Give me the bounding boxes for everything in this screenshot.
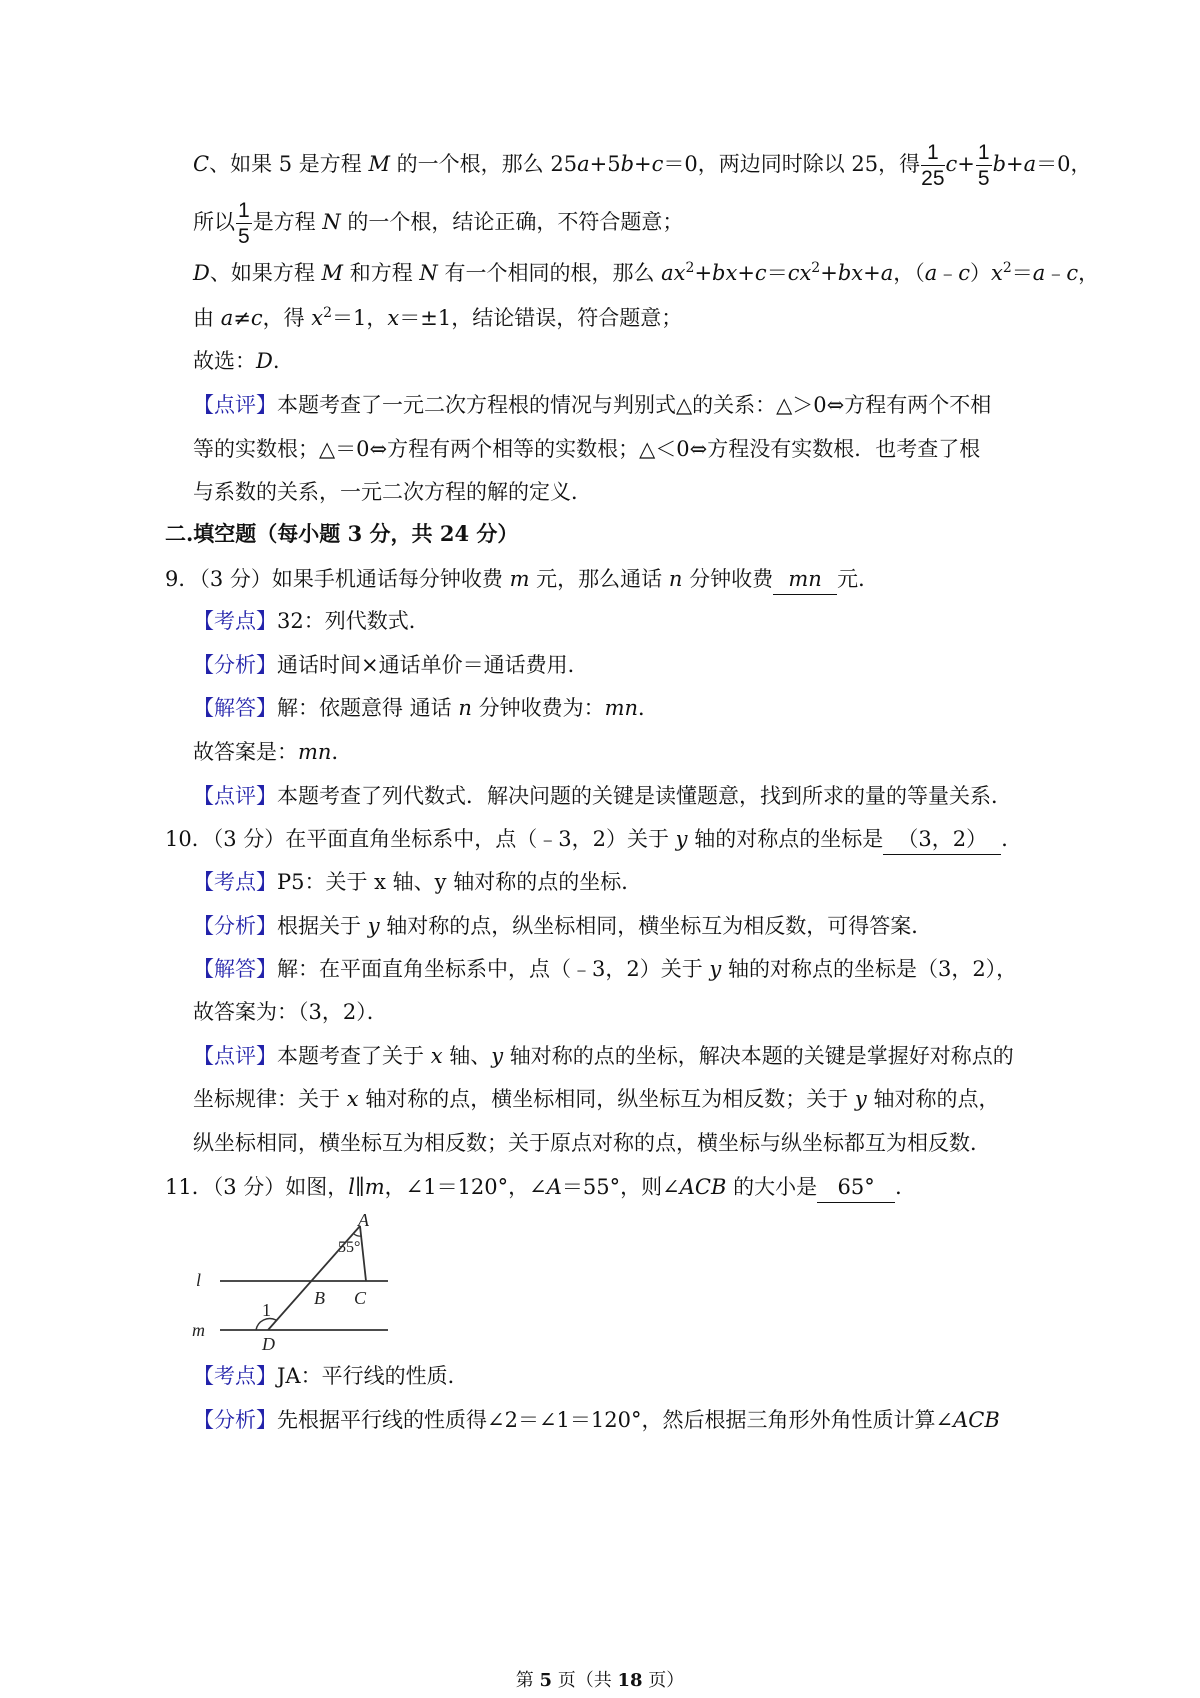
text: 页） (642, 1670, 685, 1691)
text: 分钟收费 (682, 567, 774, 591)
var: N (322, 210, 341, 234)
text: ，∠1＝120°，∠ (384, 1175, 547, 1199)
exponent: 2 (323, 305, 333, 321)
text: 本题考查了关于 (277, 1044, 431, 1068)
text: 轴的对称点的坐标是 (687, 827, 884, 851)
expr: ax (661, 261, 686, 285)
q11-kaodian (193, 1361, 469, 1391)
text: ﹣ (1045, 261, 1067, 285)
label-d: D (262, 1334, 275, 1352)
text: 和方程 (343, 261, 420, 285)
text: 轴对称的点， (866, 1087, 1000, 1111)
text: 解：依题意得 通话 (277, 696, 459, 720)
solution-d-line2 (193, 303, 682, 333)
text: +5 (589, 152, 621, 176)
text: ，（ (893, 261, 925, 285)
text: 11．（3 分）如图， (165, 1175, 349, 1199)
kaodian-tag: 【考点】 (193, 1364, 277, 1388)
option-label: D (193, 261, 210, 285)
geometry-figure (188, 1212, 418, 1352)
page-total: 18 (617, 1670, 643, 1691)
text: 32：列代数式． (277, 609, 430, 633)
text: ， (1078, 261, 1100, 285)
text: 纵坐标相同，横坐标互为相反数；关于原点对称的点，横坐标与纵坐标都互为相反数． (193, 1131, 991, 1155)
numerator: 1 (977, 141, 990, 164)
answer-blank: mn (773, 564, 837, 595)
fraction-1-5 (236, 200, 252, 247)
exponent: 2 (1002, 260, 1012, 276)
text: 等的实数根；△＝0⇔方程有两个相等的实数根；△＜0⇔方程没有实数根．也考查了根 (193, 437, 981, 461)
var: c (1066, 261, 1079, 285)
exponent: 2 (685, 260, 695, 276)
text: P5：关于 x 轴、y 轴对称的点的坐标． (277, 870, 643, 894)
fenxi-tag: 【分析】 (193, 653, 277, 677)
q9-final (193, 737, 352, 767)
text: 、如果 5 是方程 (209, 152, 369, 176)
var: n (668, 567, 683, 591)
text: 轴的对称点的坐标是（3，2）， (721, 957, 1018, 981)
answer-blank: 65° (817, 1172, 895, 1203)
text: 坐标规律：关于 (193, 1087, 347, 1111)
denominator: 5 (238, 225, 250, 248)
var: ACB (953, 1408, 1000, 1432)
text: 故答案是： (193, 740, 298, 764)
text: 10．（3 分）在平面直角坐标系中，点（﹣3，2）关于 (165, 827, 676, 851)
label-1: 1 (262, 1300, 271, 1320)
var: M (368, 152, 390, 176)
q10-stem (165, 824, 1022, 855)
option-label: C (193, 152, 210, 176)
q8-comment-line2 (193, 434, 980, 464)
denominator: 25 (921, 167, 945, 190)
label-c: C (354, 1288, 367, 1308)
text: 轴对称的点，横坐标相同，纵坐标互为相反数；关于 (358, 1087, 855, 1111)
text: 由 (193, 306, 221, 330)
var: m (364, 1175, 385, 1199)
text: ＝55°，则∠ (561, 1175, 680, 1199)
var: mn (604, 696, 639, 720)
text: 元． (837, 567, 880, 591)
var: a (924, 261, 938, 285)
expr: +bx+a (820, 261, 894, 285)
text: + (634, 152, 652, 176)
var: y (854, 1087, 867, 1111)
q10-comment-line2 (193, 1084, 999, 1114)
var: c (250, 306, 263, 330)
text: ﹣ (937, 261, 959, 285)
q10-fenxi (193, 911, 932, 941)
var: c (958, 261, 971, 285)
var: A (546, 1175, 562, 1199)
text: 页（共 (552, 1670, 618, 1691)
comment-tag: 【点评】 (193, 393, 277, 417)
var: a (220, 306, 234, 330)
q10-comment-line3 (193, 1128, 991, 1158)
text: 有一个相同的根，那么 (437, 261, 662, 285)
text: 轴对称的点的坐标，解决本题的关键是掌握好对称点的 (503, 1044, 1014, 1068)
label-m: m (192, 1320, 205, 1340)
text: ． (638, 696, 660, 720)
text: JA：平行线的性质． (277, 1364, 469, 1388)
jieda-tag: 【解答】 (193, 957, 277, 981)
q10-jieda (193, 954, 1017, 984)
text: 是方程 (252, 210, 323, 234)
var: y (675, 827, 688, 851)
expr: +bx+c (694, 261, 767, 285)
kaodian-tag: 【考点】 (193, 870, 277, 894)
label-a: A (358, 1212, 369, 1230)
text: ＝ (766, 261, 788, 285)
text: 与系数的关系，一元二次方程的解的定义． (193, 480, 592, 504)
var: n (458, 696, 472, 720)
text: ，得 (262, 306, 312, 330)
denominator: 5 (977, 167, 990, 190)
text: ＝0， (1036, 152, 1092, 176)
text: 的大小是 (726, 1175, 818, 1199)
text: ． (895, 1175, 917, 1199)
text: 、如果方程 (209, 261, 322, 285)
numerator: 1 (921, 142, 944, 166)
var: y (709, 957, 722, 981)
var: b (992, 152, 1007, 176)
q8-comment-line1 (193, 390, 991, 420)
answer-blank: （3，2） (883, 824, 1001, 855)
page-footer (0, 1666, 1200, 1692)
var: mn (298, 740, 332, 764)
var: y (367, 914, 380, 938)
text: 的一个根，那么 25 (389, 152, 578, 176)
page-number: 5 (539, 1670, 552, 1691)
q8-choice (193, 346, 280, 376)
var: ACB (679, 1175, 727, 1199)
var: N (419, 261, 438, 285)
segment-ac (360, 1226, 366, 1281)
q8-comment-line3 (193, 477, 592, 507)
text: 轴、 (442, 1044, 492, 1068)
text: . (272, 349, 280, 373)
fraction-1-5 (976, 142, 992, 189)
text: 元，那么通话 (529, 567, 669, 591)
text: 先根据平行线的性质得∠2＝∠1＝120°，然后根据三角形外角性质计算∠ (277, 1408, 954, 1432)
text: 本题考查了列代数式．解决问题的关键是读懂题意，找到所求的量的等量关系． (277, 784, 1012, 808)
text: 二.填空题（每小题 3 分，共 24 分） (165, 521, 519, 546)
var: x (387, 306, 400, 330)
var: c (651, 152, 664, 176)
var: m (509, 567, 530, 591)
q9-kaodian (193, 606, 430, 636)
solution-c-line1 (193, 142, 1092, 189)
solution-d-line1 (193, 258, 1099, 288)
text: 9．（3 分）如果手机通话每分钟收费 (165, 567, 510, 591)
comment-tag: 【点评】 (193, 784, 277, 808)
answer: D (256, 349, 273, 373)
q10-comment-line1 (193, 1041, 1014, 1071)
numerator: 1 (238, 199, 250, 222)
text: + (1006, 152, 1024, 176)
q11-stem (165, 1172, 916, 1203)
var: x (346, 1087, 359, 1111)
text: 故答案为：（3，2）． (193, 1000, 388, 1024)
expr: cx (787, 261, 812, 285)
parallel-symbol: ∥ (354, 1175, 365, 1199)
var: a (1023, 152, 1037, 176)
var: a (577, 152, 590, 176)
comment-tag: 【点评】 (193, 1044, 277, 1068)
text: 故选： (193, 349, 256, 373)
solution-c-line2 (193, 200, 683, 247)
text: ＝0，两边同时除以 25，得 (663, 152, 921, 176)
jieda-tag: 【解答】 (193, 696, 277, 720)
q9-jieda (193, 693, 659, 723)
fraction-1-25 (921, 142, 944, 189)
text: ） (970, 261, 992, 285)
label-55: 55° (338, 1239, 361, 1256)
text: 解：在平面直角坐标系中，点（﹣3，2）关于 (277, 957, 710, 981)
text: + (957, 152, 975, 176)
section-title (165, 519, 518, 549)
q9-fenxi (193, 650, 589, 680)
text: 轴对称的点，纵坐标相同，横坐标互为相反数，可得答案． (379, 914, 933, 938)
text: 根据关于 (277, 914, 368, 938)
kaodian-tag: 【考点】 (193, 609, 277, 633)
q9-stem (165, 564, 879, 595)
var: y (491, 1044, 504, 1068)
text: 通话时间×通话单价＝通话费用． (277, 653, 589, 677)
q10-kaodian (193, 867, 642, 897)
q11-fenxi (193, 1405, 1000, 1435)
fenxi-tag: 【分析】 (193, 1408, 277, 1432)
label-b: B (314, 1288, 325, 1308)
var: x (430, 1044, 443, 1068)
q9-comment (193, 781, 1012, 811)
text: ． (331, 740, 353, 764)
text: 所以 (193, 210, 235, 234)
var: M (321, 261, 344, 285)
text: 本题考查了一元二次方程根的情况与判别式△的关系：△＞0⇔方程有两个不相 (277, 393, 992, 417)
text: 分钟收费为： (471, 696, 605, 720)
text: 第 (515, 1670, 540, 1691)
var: l (348, 1175, 355, 1199)
fenxi-tag: 【分析】 (193, 914, 277, 938)
exponent: 2 (811, 260, 821, 276)
text: ＝ (1011, 261, 1033, 285)
label-l: l (196, 1270, 202, 1290)
text: ＝1， (332, 306, 388, 330)
text: ＝±1，结论错误，符合题意； (399, 306, 683, 330)
text: ． (1001, 827, 1023, 851)
var: a (1032, 261, 1046, 285)
var: x (311, 306, 324, 330)
var: x (991, 261, 1003, 285)
q10-final (193, 997, 388, 1027)
text: 的一个根，结论正确，不符合题意； (340, 210, 684, 234)
text: ≠ (233, 306, 251, 330)
var: c (945, 152, 958, 176)
var: b (620, 152, 635, 176)
